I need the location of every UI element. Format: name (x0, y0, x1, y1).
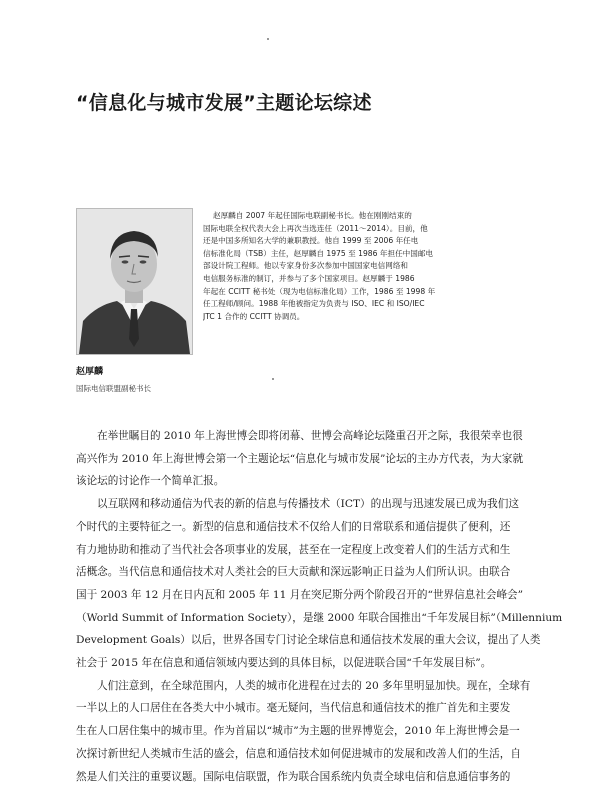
body-line: 社会于 2015 年在信息和通信领域内要达到的具体目标，以促进联合国“千年发展目标”。 (76, 657, 492, 670)
bio-line: 国际电联全权代表大会上再次当选连任（2011～2014）。目前，他 (203, 223, 428, 233)
scan-mark-side (272, 378, 274, 380)
page-title: “信息化与城市发展”主题论坛综述 (76, 92, 372, 114)
body-line: 在举世瞩目的 2010 年上海世博会即将闭幕、世博会高峰论坛隆重召开之际，我很荣幸也很 (97, 430, 523, 442)
bio-line: 信标准化局（TSB）主任，赵厚麟自 1975 至 1986 年担任中国邮电 (203, 248, 434, 258)
bio-line: 电信服务标准的制订，并参与了多个国家项目。赵厚麟于 1986 (203, 273, 415, 283)
body-line: 活概念。当代信息和通信技术对人类社会的巨大贡献和深远影响正日益为人们所认识。由联合 (76, 566, 511, 579)
author-portrait (76, 208, 193, 355)
bio-line: JTC 1 合作的 CCITT 协调员。 (203, 311, 305, 321)
author-bio (203, 210, 533, 323)
body-line: 高兴作为 2010 年上海世博会第一个主题论坛“信息化与城市发展”论坛的主办方代表，为大家就 (76, 452, 524, 465)
scan-mark-top (267, 38, 269, 40)
bio-line: 部设计院工程师。他以专家身份多次参加中国国家电信网络和 (203, 261, 409, 271)
bio-line: 任工程师/顾问。1988 年他被指定为负责与 ISO、IEC 和 ISO/IEC (203, 299, 425, 309)
bio-line: 还是中国多所知名大学的兼职教授。他自 1999 至 2006 年任电 (203, 236, 419, 246)
body-line: 个时代的主要特征之一。新型的信息和通信技术不仅给人们的日常联系和通信提供了便利，还 (76, 520, 511, 533)
body-line: Development Goals）以后，世界各国专门讨论全球信息和通信技术发展的重大会议，提出了人类 (76, 634, 541, 647)
bio-line: 年起在 CCITT 秘书处（现为电信标准化局）工作，1986 至 1998 年 (203, 286, 436, 296)
body-line: 国于 2003 年 12 月在日内瓦和 2005 年 11 月在突尼斯分两个阶段召开的“世界信息社会峰会” (76, 588, 524, 601)
author-name: 赵厚麟 (76, 367, 104, 377)
body-line: 人们注意到，在全球范围内，人类的城市化进程在过去的 20 多年里明显加快。现在，全球有 (97, 679, 531, 692)
body-line: 一半以上的人口居住在各类大中小城市。毫无疑问，当代信息和通信技术的推广首先和主要发 (76, 702, 511, 715)
body-line: 该论坛的讨论作一个简单汇报。 (76, 475, 225, 488)
bio-line: 赵厚麟自 2007 年起任国际电联副秘书长。他在刚刚结束的 (213, 211, 412, 220)
body-line: 然是人们关注的重要议题。国际电信联盟，作为联合国系统内负责全球电信和信息通信事务的 (76, 770, 511, 783)
body-line: 次探讨新世纪人类城市生活的盛会，信息和通信技术如何促进城市的发展和改善人们的生活，自 (76, 747, 521, 760)
body-line: 以互联网和移动通信为代表的新的信息与传播技术（ICT）的出现与迅速发展已成为我们这 (97, 498, 519, 511)
author-position: 国际电信联盟副秘书长 (76, 384, 151, 393)
body-line: 生在人口居住集中的城市里。作为首届以“城市”为主题的世界博览会，2010 年上海世博会是一 (76, 725, 520, 738)
body-line: （World Summit of Information Society），是继 2000 年联合国推出“千年发展目标”（Millennium (76, 611, 563, 624)
body-line: 有力地协助和推动了当代社会各项事业的发展，甚至在一定程度上改变着人们的生活方式和生 (76, 543, 511, 556)
article-body (76, 425, 563, 788)
